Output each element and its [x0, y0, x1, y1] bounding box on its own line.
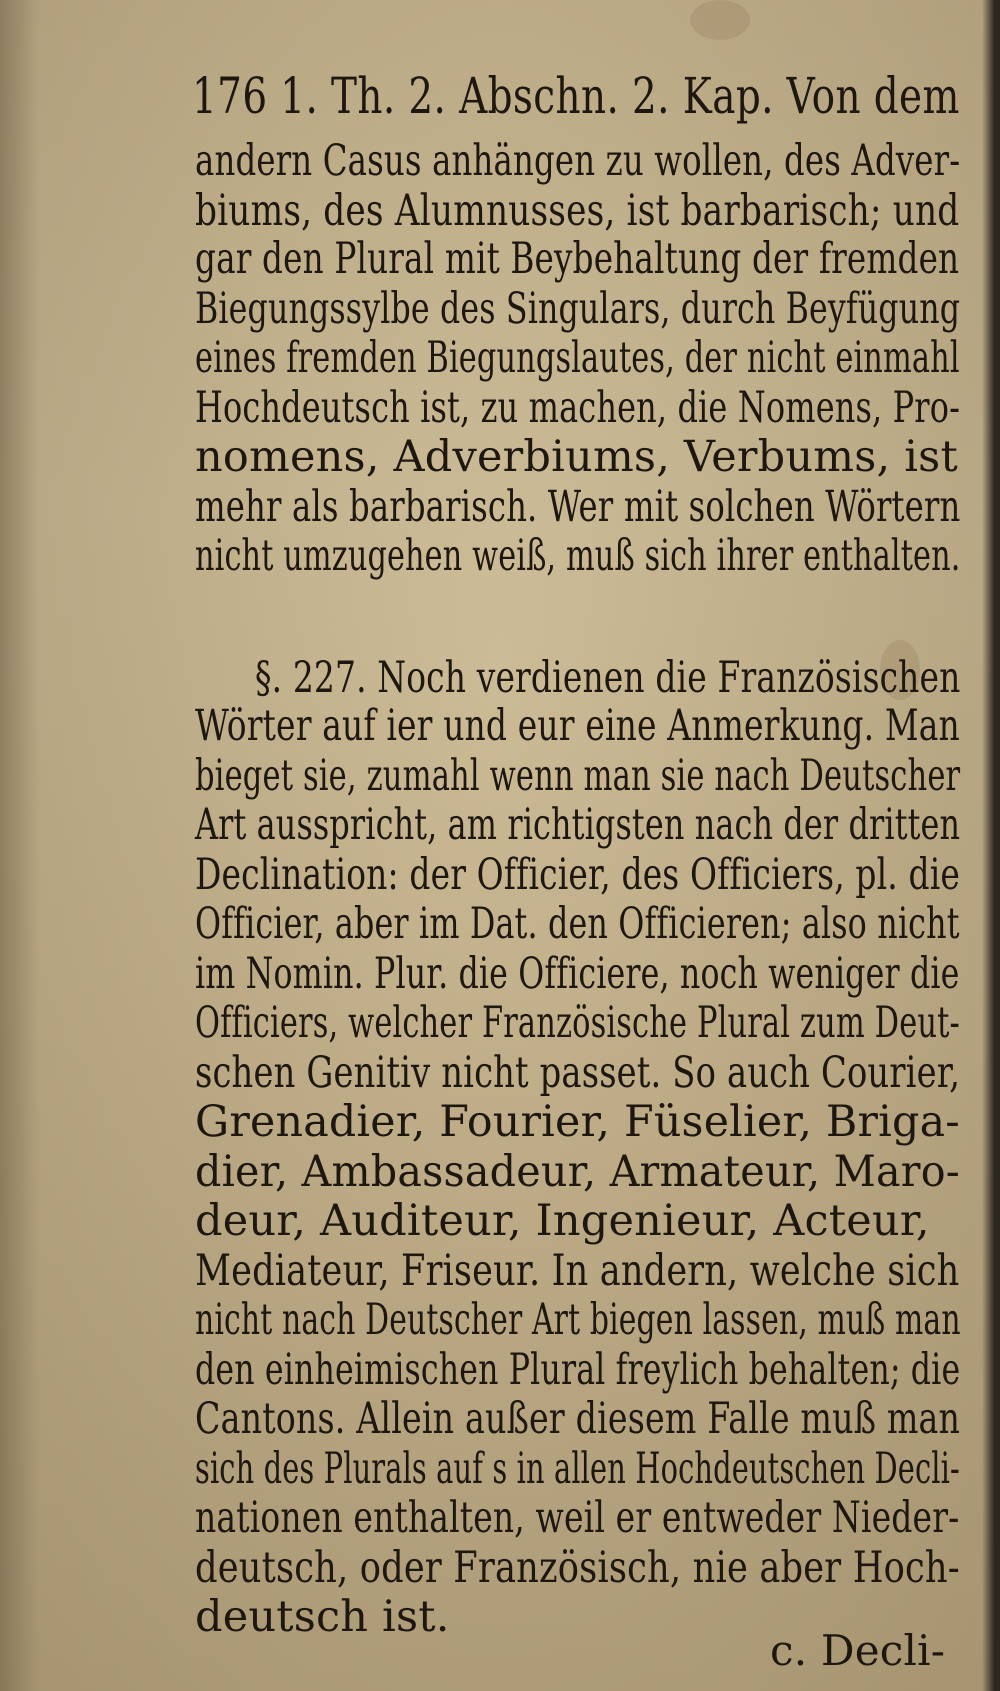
text-line: im Nomin. Plur. die Officiere, noch weniger die [195, 948, 960, 999]
text-line: Grenadier, Fourier, Füselier, Briga- [195, 1097, 960, 1148]
text-line: Mediateur, Friseur. In andern, welche sich [195, 1245, 960, 1296]
text-line: andern Casus anhängen zu wollen, des Adver- [195, 136, 961, 187]
text-line: Biegungssylbe des Singulars, durch Beyfügung [195, 283, 961, 334]
text-line: Hochdeutsch ist, zu machen, die Nomens, Pro- [195, 382, 961, 433]
text-line: mehr als barbarisch. Wer mit solchen Wörtern [195, 481, 961, 532]
text-line: bieget sie, zumahl wenn man sie nach Deutscher [195, 750, 961, 801]
text-line: deutsch ist. [195, 1592, 450, 1643]
section-heading-line: §. 227. Noch verdienen die Französischen [255, 652, 961, 703]
text-line: eines fremden Biegungslautes, der nicht einmahl [195, 333, 960, 384]
text-line: Art ausspricht, am richtigsten nach der dritten [195, 800, 961, 851]
text-line: nationen enthalten, weil er entweder Nieder- [195, 1493, 960, 1544]
text-line: biums, des Alumnusses, ist barbarisch; und [195, 185, 960, 236]
text-line: nicht umzugehen weiß, muß sich ihrer enthalten. [195, 531, 961, 582]
text-line: Officier, aber im Dat. den Officieren; also nicht [195, 899, 960, 950]
text-line: gar den Plural mit Beybehaltung der fremden [195, 234, 960, 285]
text-line: dier, Ambassadeur, Armateur, Maro- [195, 1146, 960, 1197]
catchword: c. Decli- [770, 1626, 946, 1675]
text-line: deutsch, oder Französisch, nie aber Hoch- [195, 1542, 960, 1593]
text-line: Cantons. Allein außer diesem Falle muß man [195, 1394, 961, 1445]
paper-stain [690, 0, 750, 40]
text-line: nicht nach Deutscher Art biegen lassen, muß man [195, 1295, 961, 1346]
running-header: 176 1. Th. 2. Abschn. 2. Kap. Von dem [192, 67, 960, 125]
text-line: den einheimischen Plural freylich behalten; die [195, 1344, 961, 1395]
text-line: sich des Plurals auf s in allen Hochdeutschen Decli- [195, 1443, 960, 1494]
text-line: Officiers, welcher Französische Plural zum Deut- [195, 998, 960, 1049]
page-gutter-shadow [0, 0, 40, 1691]
text-line: Declination: der Officier, des Officiers, pl. die [195, 849, 961, 900]
text-line: deur, Auditeur, Ingenieur, Acteur, [195, 1196, 930, 1247]
text-line: schen Genitiv nicht passet. So auch Courier, [195, 1047, 961, 1098]
page-edge-shadow [982, 0, 1000, 1691]
text-line: Wörter auf ier und eur eine Anmerkung. Man [195, 701, 960, 752]
text-line: nomens, Adverbiums, Verbums, ist [195, 432, 958, 483]
